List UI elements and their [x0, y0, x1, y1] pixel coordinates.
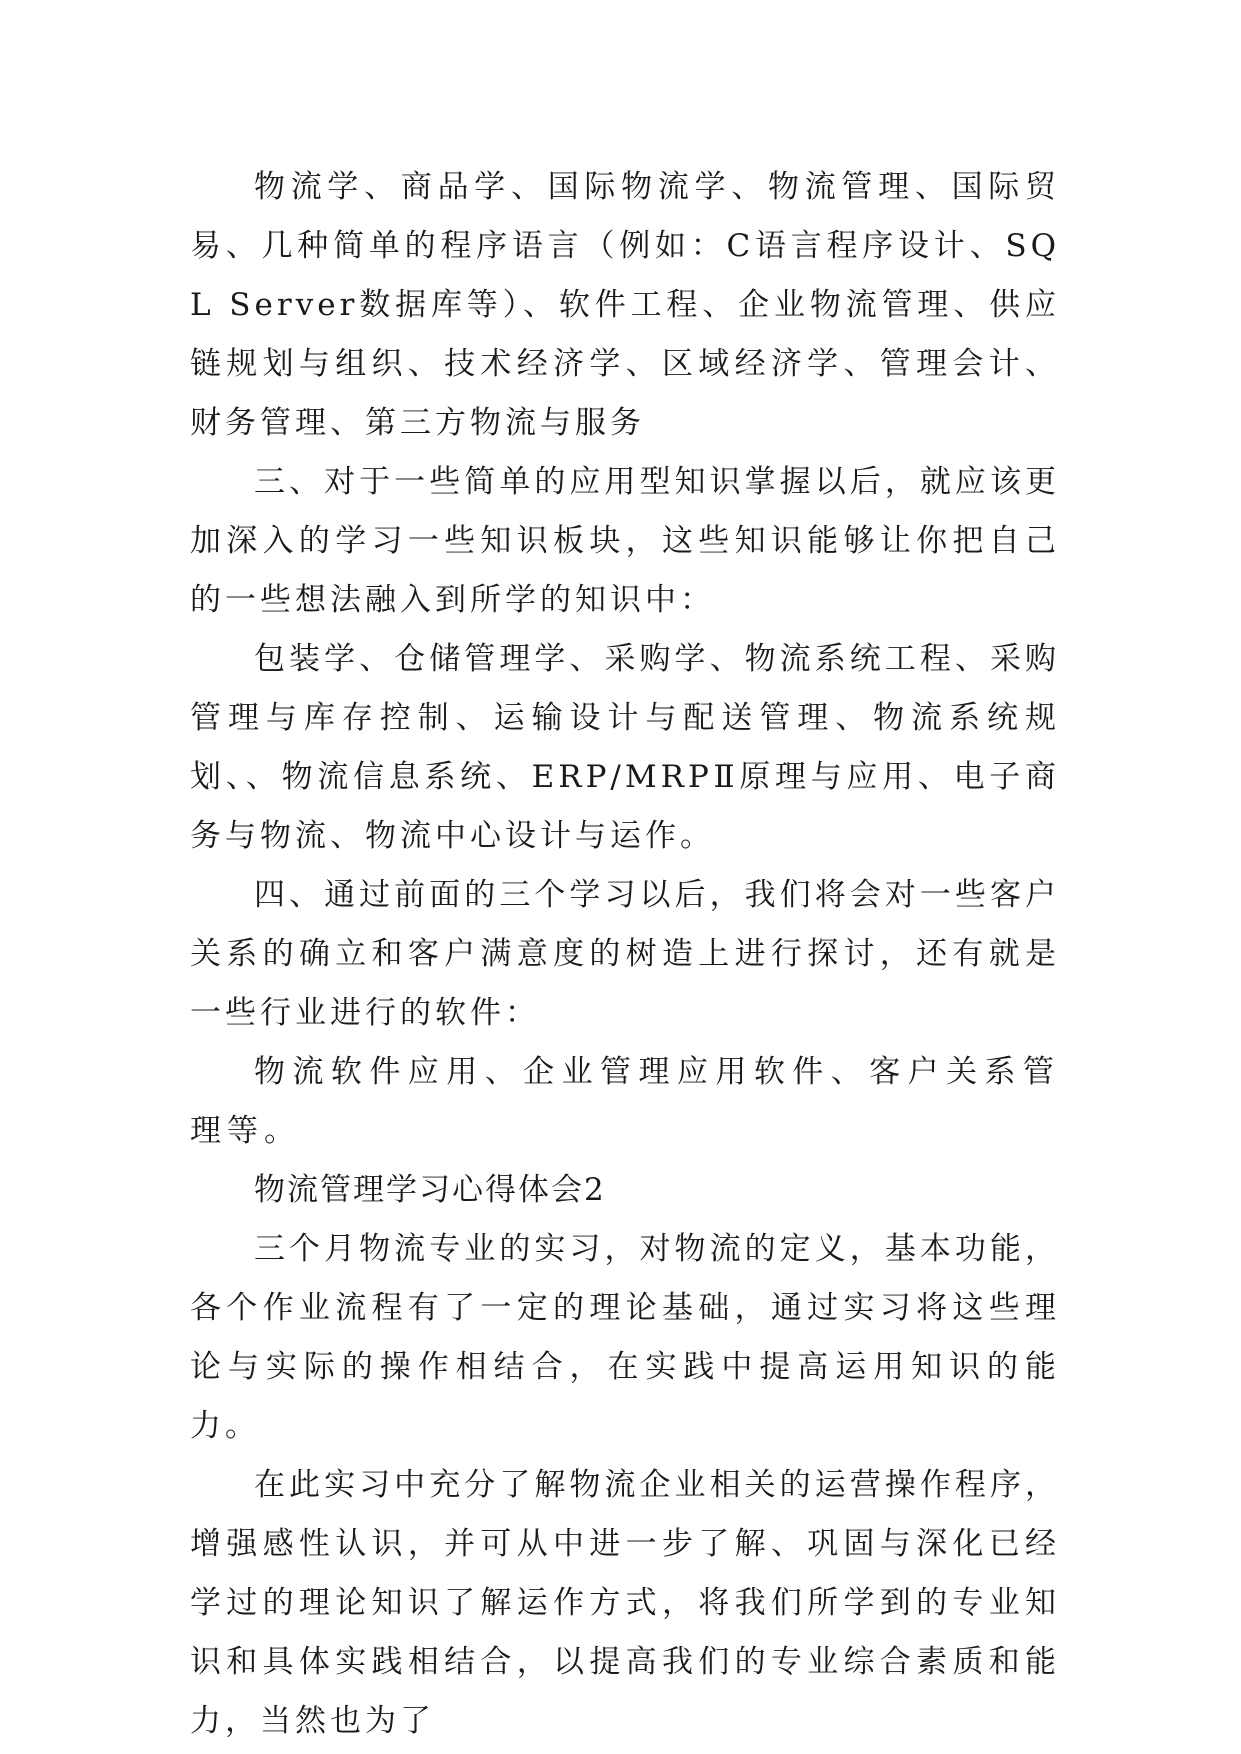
paragraph-internship-detail: 在此实习中充分了解物流企业相关的运营操作程序，增强感性认识，并可从中进一步了解、巩固与深化已经学过的理论知识了解运作方式，将我们所学到的专业知识和具体实践相结合，以提高我们的专业综合素质和能力，当然也为了 [190, 1467, 1060, 1739]
paragraph-internship-intro: 三个月物流专业的实习，对物流的定义，基本功能，各个作业流程有了一定的理论基础，通过实习将这些理论与实际的操作相结合，在实践中提高运用知识的能力。 [190, 1231, 1060, 1444]
paragraph-software-list: 物流软件应用、企业管理应用软件、客户关系管理等。 [190, 1054, 1060, 1149]
paragraph-course-list-2: 包装学、仓储管理学、采购学、物流系统工程、采购管理与库存控制、运输设计与配送管理、物流系统规划、、物流信息系统、ERP/MRPⅡ原理与应用、电子商务与物流、物流中心设计与运作。 [190, 641, 1060, 854]
document-body [190, 158, 1060, 1751]
paragraph-section-three: 三、对于一些简单的应用型知识掌握以后，就应该更加深入的学习一些知识板块，这些知识能够让你把自己的一些想法融入到所学的知识中： [190, 464, 1060, 618]
paragraph-section-four: 四、通过前面的三个学习以后，我们将会对一些客户关系的确立和客户满意度的树造上进行探讨，还有就是一些行业进行的软件： [190, 877, 1060, 1031]
section-heading: 物流管理学习心得体会2 [254, 1172, 606, 1208]
paragraph-course-list-1: 物流学、商品学、国际物流学、物流管理、国际贸易、几种简单的程序语言（例如：C语言程序设计、SQL Server数据库等）、软件工程、企业物流管理、供应链规划与组织、技术经济学、区域经济学、管理会计、财务管理、第三方物流与服务 [190, 169, 1060, 441]
